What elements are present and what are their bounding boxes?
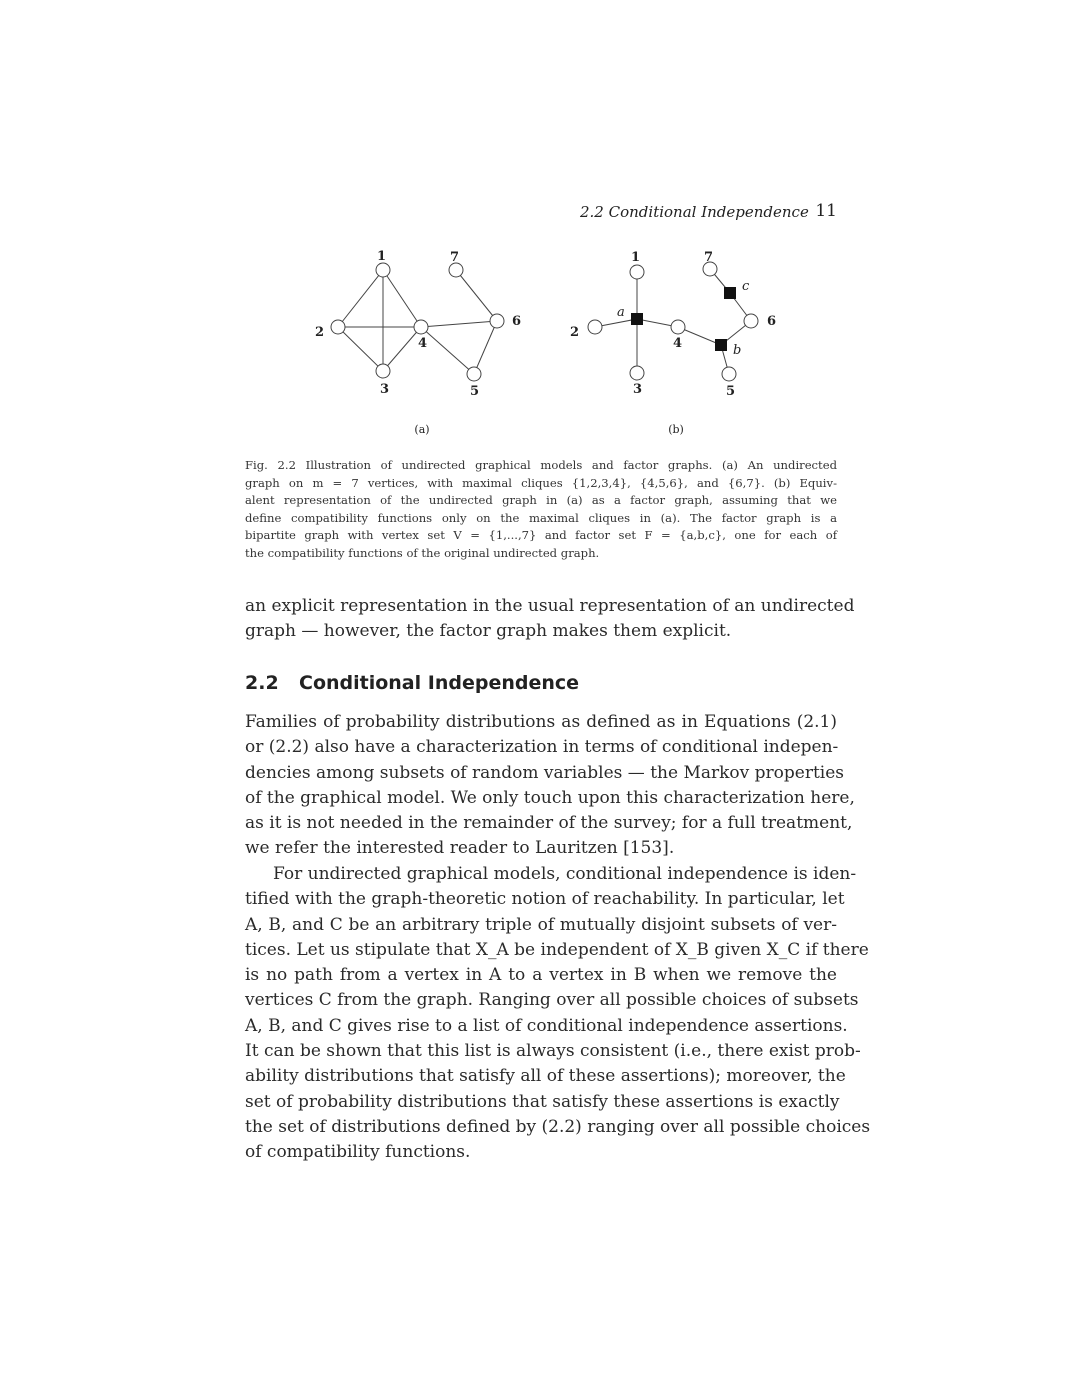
figure-2-2 (0, 0, 1080, 450)
text-line: For undirected graphical models, conditional independence is iden- (273, 864, 857, 884)
text-line: define compatibility functions only on the maximal cliques in (a). The factor graph is a (245, 510, 837, 525)
section-heading (245, 672, 579, 694)
variable-node (376, 263, 390, 277)
text-line: Fig. 2.2 Illustration of undirected graphical models and factor graphs. (a) An undirected (245, 458, 837, 472)
graph-b (570, 250, 776, 399)
text-line: or (2.2) also have a characterization in terms of conditional indepen- (245, 737, 839, 758)
graph-edge (421, 321, 497, 327)
text-line: is no path from a vertex in A to a vertex in B when we remove the (245, 965, 837, 986)
variable-node (588, 320, 602, 334)
text-line: A, B, and C gives rise to a list of conditional independence assertions. (245, 1015, 848, 1036)
text-line: the set of distributions defined by (2.2) ranging over all possible choices (245, 1116, 871, 1137)
subfigure-label-a: (a) (414, 423, 430, 436)
variable-node (722, 367, 736, 381)
paragraph-1 (245, 594, 855, 645)
text-line: the compatibility functions of the original undirected graph. (245, 545, 600, 560)
page-number: 11 (815, 201, 837, 221)
graph-edge (338, 327, 383, 371)
variable-node (449, 263, 463, 277)
running-head-section: 2.2 Conditional Independence (580, 203, 809, 221)
node-label: 1 (631, 250, 641, 265)
graph-edge (338, 270, 383, 327)
variable-node (376, 364, 390, 378)
text-line: vertices C from the graph. Ranging over all possible choices of subsets (245, 990, 859, 1011)
text-line: graph — however, the factor graph makes them explicit. (245, 621, 732, 642)
text-line: of compatibility functions. (245, 1142, 471, 1163)
text-line: we refer the interested reader to Lauritzen [153]. (245, 838, 675, 859)
graph-edge (474, 321, 497, 374)
variable-node (744, 314, 758, 328)
factor-label: b (733, 343, 742, 358)
text-line: It can be shown that this list is always consistent (i.e., there exist prob- (245, 1041, 861, 1062)
graph-edge (421, 327, 474, 374)
text-line: alent representation of the undirected graph in (a) as a factor graph, assuming that we (245, 493, 837, 508)
variable-node (630, 265, 644, 279)
node-label: 6 (767, 314, 777, 329)
graph-edge (456, 270, 497, 321)
variable-node (490, 314, 504, 328)
factor-node (715, 339, 727, 351)
node-label: 7 (704, 250, 714, 265)
factor-label: a (617, 305, 625, 320)
figure-caption (245, 457, 837, 563)
text-line: graph on m = 7 vertices, with maximal cliques {1,2,3,4}, {4,5,6}, and {6,7}. (b) Equiv- (245, 475, 837, 490)
factor-node (631, 313, 643, 325)
graph-edge (383, 270, 421, 327)
text-line: ability distributions that satisfy all of these assertions); moreover, the (245, 1066, 846, 1087)
node-label: 4 (673, 336, 683, 351)
node-label: 2 (570, 325, 580, 340)
variable-node (671, 320, 685, 334)
paragraph-2 (245, 710, 855, 862)
variable-node (467, 367, 481, 381)
node-label: 3 (633, 382, 643, 397)
variable-node (630, 366, 644, 380)
node-label: 4 (418, 336, 428, 351)
node-label: 5 (470, 384, 480, 399)
node-label: 1 (377, 249, 387, 264)
section-title: Conditional Independence (299, 672, 580, 694)
variable-node (414, 320, 428, 334)
node-label: 3 (380, 382, 390, 397)
text-line: Families of probability distributions as defined as in Equations (2.1) (245, 712, 837, 732)
paragraph-3 (245, 862, 871, 1166)
node-label: 6 (512, 314, 522, 329)
subfigure-label-b: (b) (668, 423, 684, 436)
text-line: bipartite graph with vertex set V = {1,...,7} and factor set F = {a,b,c}, one for each of (245, 528, 837, 543)
text-line: as it is not needed in the remainder of the survey; for a full treatment, (245, 813, 853, 834)
graph-a (315, 249, 521, 399)
factor-label: c (742, 279, 750, 294)
text-line: an explicit representation in the usual representation of an undirected (245, 596, 855, 616)
text-line: A, B, and C be an arbitrary triple of mutually disjoint subsets of ver- (245, 914, 837, 935)
text-line: tified with the graph-theoretic notion of reachability. In particular, let (245, 889, 845, 910)
section-number: 2.2 (245, 672, 279, 694)
text-line: tices. Let us stipulate that X_A be independent of X_B given X_C if there (245, 939, 869, 960)
graph-edge (383, 327, 421, 371)
factor-node (724, 287, 736, 299)
node-label: 2 (315, 325, 325, 340)
text-line: of the graphical model. We only touch upon this characterization here, (245, 787, 855, 808)
variable-node (331, 320, 345, 334)
node-label: 7 (450, 250, 460, 265)
text-line: dencies among subsets of random variables — the Markov properties (245, 762, 845, 783)
node-label: 5 (726, 384, 736, 399)
text-line: set of probability distributions that satisfy these assertions is exactly (245, 1091, 840, 1112)
